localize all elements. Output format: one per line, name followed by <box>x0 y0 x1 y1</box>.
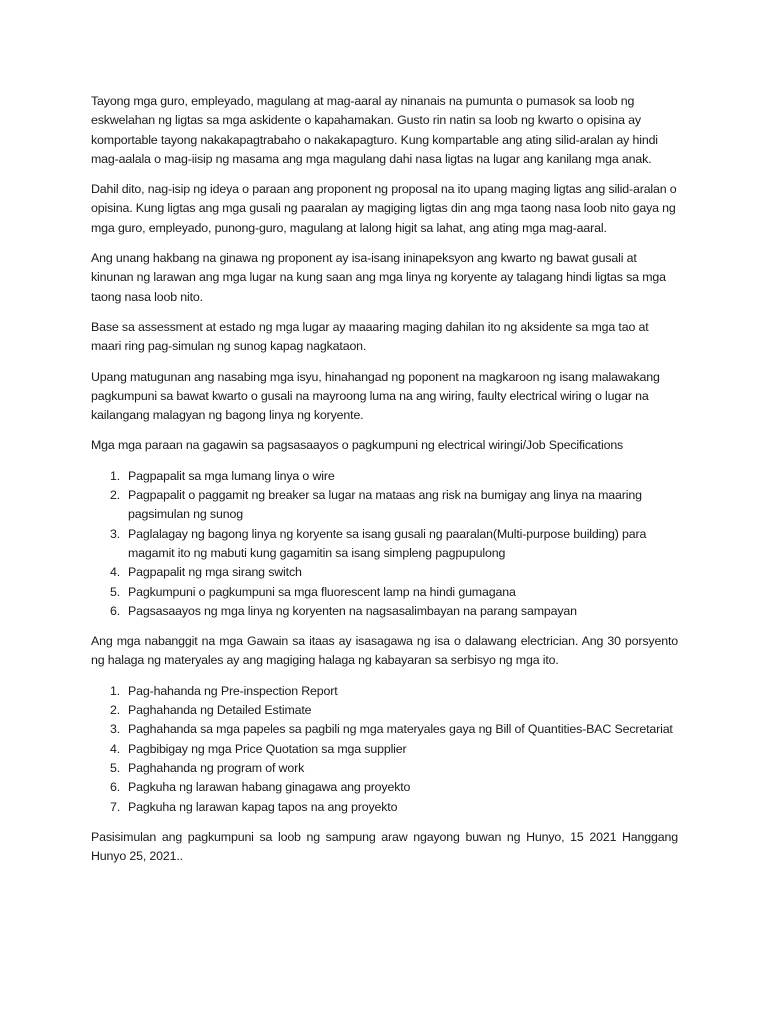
intro-paragraph-3: Ang unang hakbang na ginawa ng proponent ay isa-isang ininapeksyon ang kwarto ng bawat gusali at kinunan ng larawan ang mga lugar na kung saan ang mga linya ng koryente ay talagang hindi ligtas sa mga taong nasa loob nito. <box>91 251 666 304</box>
list-item-text: Pagbibigay ng mga Price Quotation sa mga supplier <box>128 741 407 756</box>
document-body <box>91 92 678 877</box>
closing-paragraph: Pasisimulan ang pagkumpuni sa loob ng sampung araw ngayong buwan ng Hunyo, 15 2021 Hanggang Hunyo 25, 2021.. <box>91 829 678 864</box>
list-item <box>91 682 678 701</box>
list-item <box>91 467 678 486</box>
list-item-number: 3. <box>110 526 121 541</box>
list-item-number: 7. <box>110 799 121 814</box>
list-item-text: Pagkuha ng larawan habang ginagawa ang proyekto <box>128 780 411 795</box>
list-item-text: Paghahanda ng Detailed Estimate <box>128 703 312 718</box>
middle-paragraph: Ang mga nabanggit na mga Gawain sa itaas ay isasagawa ng isa o dalawang electrician. Ang 30 porsyento ng halaga ng materyales ay ang magiging halaga ng kabayaran sa serbisyo ng mga ito. <box>91 634 678 668</box>
list-item-number: 3. <box>110 722 121 737</box>
list-item-number: 6. <box>110 780 121 795</box>
list-item-text: Pagpapalit sa mga lumang linya o wire <box>128 468 335 483</box>
list-item-text: Pagsasaayos ng mga linya ng koryenten na nagsasalimbayan na parang sampayan <box>128 603 577 618</box>
list-item-number: 4. <box>110 565 121 580</box>
intro-paragraph-2: Dahil dito, nag-isip ng ideya o paraan ang proponent ng proposal na ito upang maging ligtas ang silid-aralan o opisina. Kung ligtas ang mga gusali ng paaralan ay magiging ligtas din ang mga taong nasa loob nito gaya ng mga guro, empleyado, punong-guro, magulang at lalong higit sa lahat, ang ating mga mag-aaral. <box>91 182 677 235</box>
intro-paragraph-5: Upang matugunan ang nasabing mga isyu, hinahangad ng poponent na magkaroon ng isang malawakang pagkumpuni sa bawat kwarto o gusali na mayroong luma na ang wiring, faulty electrical wiring o lugar na kailangang malagyan ng bagong linya ng koryente. <box>91 369 660 423</box>
intro-paragraph-1: Tayong mga guro, empleyado, magulang at mag-aaral ay ninanais na pumunta o pumasok sa loob ng eskwelahan ng ligtas sa mga askidente o kapahamakan. Gusto rin natin sa loob ng kwarto o opisina ay komportable tayong nakakapagtrabaho o nakakapagturo. Kung kompartable ang ating silid-aralan ay hindi mag-aalala o mag-iisip ng masama ang mga magulang dahi nasa ligtas na lugar ang kanilang mga anak. <box>91 94 658 166</box>
list-item-text: Pag-hahanda ng Pre-inspection Report <box>128 683 338 698</box>
list-item-text: Paghahanda sa mga papeles sa pagbili ng mga materyales gaya ng Bill of Quantities-BAC Secretariat <box>128 722 673 737</box>
list-item-number: 2. <box>110 703 121 718</box>
list-item <box>91 740 678 759</box>
list-item-text: Paghahanda ng program of work <box>128 760 305 775</box>
list-item <box>91 583 678 602</box>
list-item-number: 1. <box>110 683 121 698</box>
list-item <box>91 563 678 582</box>
job-specifications-list <box>91 467 678 621</box>
list-item-number: 4. <box>110 741 121 756</box>
list-item-text: Pagkumpuni o pagkumpuni sa mga fluorescent lamp na hindi gumagana <box>128 584 516 599</box>
list-item <box>91 525 678 564</box>
list-item-text: Paglalagay ng bagong linya ng koryente sa isang gusali ng paaralan(Multi-purpose building) para magamit ito ng mabuti kung gagamitin sa isang simpleng pagpupulong <box>128 526 647 560</box>
list-item <box>91 486 678 525</box>
job-specifications-heading: Mga mga paraan na gagawin sa pagsasaayos o pagkumpuni ng electrical wiringi/Job Specifications <box>91 438 624 453</box>
list-item <box>91 602 678 621</box>
list-item <box>91 778 678 797</box>
list-item-number: 1. <box>110 468 121 483</box>
list-item <box>91 798 678 817</box>
list-item-number: 6. <box>110 603 121 618</box>
list-item-number: 5. <box>110 584 121 599</box>
list-item-text: Pagpapalit ng mga sirang switch <box>128 565 302 580</box>
list-item <box>91 720 678 739</box>
procedures-list <box>91 682 678 817</box>
intro-paragraph-4: Base sa assessment at estado ng mga lugar ay maaaring maging dahilan ito ng aksidente sa mga tao at maari ring pag-simulan ng sunog kapag nagkataon. <box>91 319 649 354</box>
list-item-text: Pagkuha ng larawan kapag tapos na ang proyekto <box>128 799 398 814</box>
list-item-text: Pagpapalit o paggamit ng breaker sa lugar na mataas ang risk na bumigay ang linya na maaring pagsimulan ng sunog <box>128 488 642 522</box>
list-item-number: 2. <box>110 488 121 503</box>
list-item-number: 5. <box>110 760 121 775</box>
list-item <box>91 759 678 778</box>
list-item <box>91 701 678 720</box>
